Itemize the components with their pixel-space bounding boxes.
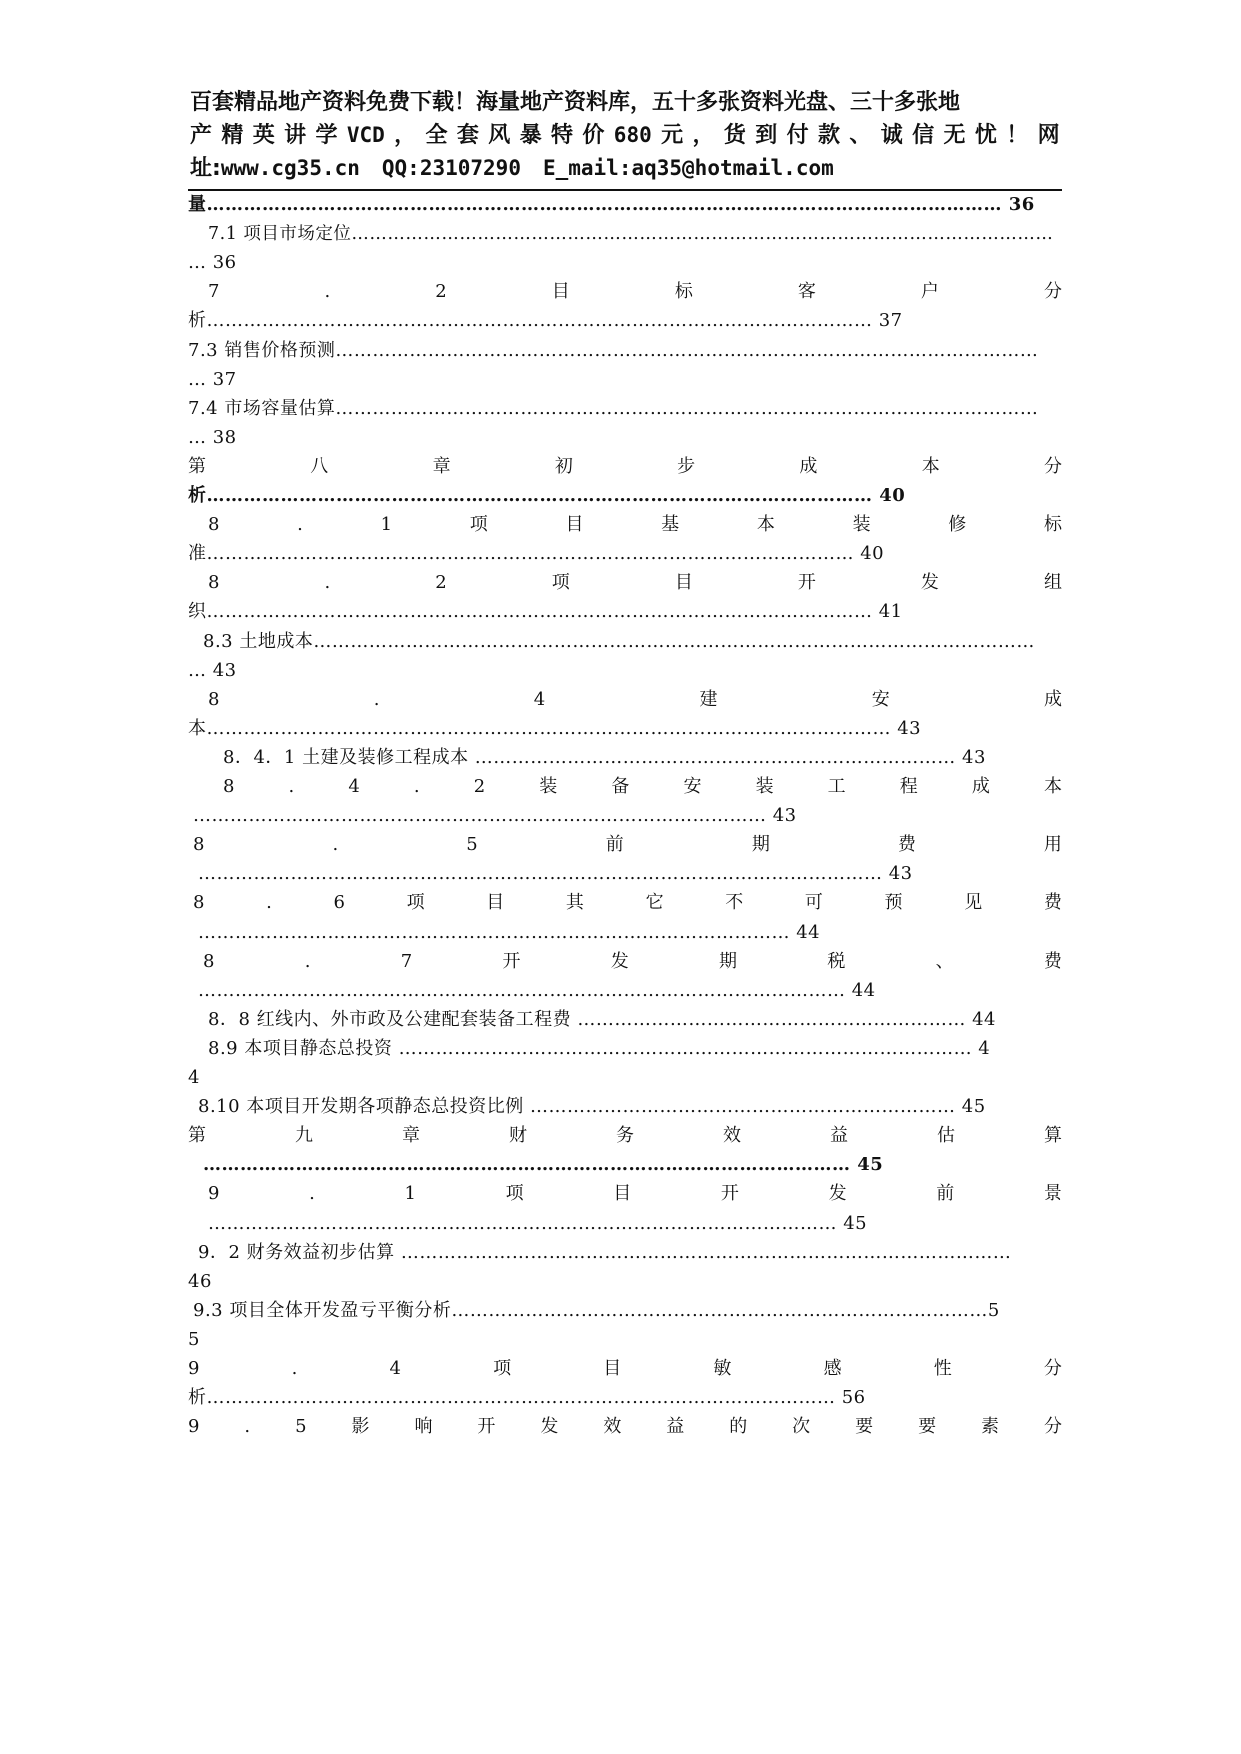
toc-heading-char: 工 [827,776,846,797]
toc-entry-text: ………………………………………………………………………………………… 45 [208,1212,868,1234]
header-line-3 [190,152,1060,185]
toc-heading-line [188,947,1062,977]
toc-heading-char: 目 [565,514,584,536]
toc-heading-line [188,888,1062,918]
toc-heading-char: 效 [603,1416,622,1438]
toc-heading-char: 发 [920,572,939,594]
toc-heading-char: 装 [755,776,774,797]
toc-entry-line [188,976,1062,1006]
toc-heading-char: 初 [554,455,573,477]
toc-entry-text: ………………………………………………………………………………… 43 [193,805,797,827]
toc-heading-char: 性 [933,1358,952,1379]
toc-entry-text: ………………………………………………………………………………………………… 43 [198,863,913,885]
toc-heading-char: 效 [723,1125,741,1147]
toc-heading-char: 开 [502,950,521,972]
toc-heading-char: 程 [899,776,918,797]
toc-entry-text: …………………………………………………………………………………… 44 [198,921,821,943]
toc-heading-char: 目 [674,572,693,594]
toc-heading-char: 8 [208,688,220,710]
toc-heading-char: 8 [193,892,205,914]
toc-heading-char: 本 [756,514,775,536]
toc-heading-char: 成 [799,455,818,477]
toc-entry-text: 析……………………………………………………………………………………………… 37 [188,310,903,332]
header-line-2-char: 讲 [284,123,307,148]
toc-heading-char: 户 [920,281,939,303]
toc-heading-char: 1 [404,1183,416,1205]
toc-entry-line [188,190,1062,220]
header-line-2-char: 特 [551,123,574,148]
toc-heading-line [188,1412,1062,1442]
toc-heading-char: 成 [1043,688,1062,710]
toc-entry-text: … 36 [188,252,237,274]
header-line-2-char: ！ [1006,123,1029,148]
toc-heading-char: 开 [797,572,816,594]
header-line-2-char: 网 [1037,123,1060,148]
toc-heading-char: 本 [921,455,940,477]
toc-heading-char: 本 [1043,776,1062,797]
toc-entry-line [188,1209,1062,1239]
toc-heading-char: 步 [677,455,696,477]
toc-heading-char: 目 [486,892,505,914]
toc-heading-char: 8 [223,776,235,797]
toc-entry-text: 本………………………………………………………………………………………………… 43 [188,717,922,739]
toc-heading-char: 它 [645,892,664,914]
toc-entry-line [188,1034,1062,1064]
toc-heading-char: 其 [565,892,584,914]
toc-heading-char: 益 [830,1125,848,1147]
toc-heading-char: . [297,514,303,536]
header-line-2-char: 价 [582,123,605,148]
toc-heading-line [188,1354,1062,1384]
toc-heading-char: 前 [605,834,624,856]
toc-heading-char: 目 [551,281,570,303]
toc-heading-char: 8 [208,572,220,594]
toc-heading-char: 目 [603,1358,622,1379]
toc-entry-line [188,714,1062,744]
toc-entry-line [188,918,1062,948]
header-line-2-char: 元 [661,123,684,148]
toc-heading-char: . [291,1358,298,1379]
toc-entry-text: 46 [188,1270,212,1292]
toc-entry-line [188,1005,1062,1035]
toc-heading-char: 成 [971,776,990,797]
toc-entry-line [188,365,1062,395]
header-line-2-char: 全 [425,123,448,148]
toc-heading-line [188,277,1062,307]
toc-heading-char: 发 [610,950,629,972]
toc-heading-char: 响 [414,1416,433,1438]
toc-heading-char: 9 [188,1358,200,1379]
toc-entry-text: 5 [188,1328,200,1350]
toc-entry-line [188,423,1062,453]
toc-heading-line [188,830,1062,860]
toc-heading-char: 6 [333,892,345,914]
toc-heading-char: . [373,688,380,710]
toc-heading-char: 客 [797,281,816,303]
toc-heading-char: 建 [699,688,718,710]
toc-heading-char: 发 [828,1183,847,1205]
toc-heading-char: 税 [827,950,846,972]
toc-heading-char: 2 [435,281,447,303]
header-line-2-char: 付 [786,123,809,148]
toc-heading-char: 基 [661,514,680,536]
header-qq: QQ:23107290 [381,156,521,180]
toc-entry-line [188,248,1062,278]
toc-heading-char: 9 [188,1416,200,1438]
header-url-prefix: 址: [190,156,221,181]
header-email: E_mail:aq35@hotmail.com [542,156,834,180]
toc-entry-text: …………………………………………………………………………………………… 45 [203,1154,884,1176]
header-line-2-char: 诚 [880,123,903,148]
toc-heading-char: 影 [351,1416,370,1438]
toc-heading-char: 章 [432,455,451,477]
header-line-2-char: 套 [456,123,479,148]
toc-entry-text: …………………………………………………………………………………………… 44 [198,979,876,1001]
toc-heading-char: 感 [823,1358,842,1379]
toc-entry-text: … 43 [188,659,237,681]
toc-heading-char: 第 [188,455,206,477]
toc-heading-char: 次 [792,1416,811,1438]
page-header [190,86,1060,185]
toc-entry-text: … 38 [188,426,237,448]
toc-heading-char: 前 [936,1183,955,1205]
toc-heading-char: 项 [406,892,425,914]
toc-entry-text: 准…………………………………………………………………………………………… 40 [188,543,885,565]
toc-heading-char: 期 [719,950,738,972]
toc-entry-text: 7.1 项目市场定位……………………………………………………………………………………………………… [208,224,1054,245]
toc-entry-line [188,656,1062,686]
toc-entry-text: 8.9 本项目静态总投资 ………………………………………………………………………………… 4 [208,1037,991,1059]
toc-heading-char: 务 [616,1125,634,1147]
header-line-2-char: 680 [613,123,652,147]
toc-entry-text: 4 [188,1067,200,1088]
toc-heading-char: 5 [295,1416,307,1438]
toc-heading-char: 安 [683,776,702,797]
toc-heading-char: 7 [400,950,413,972]
toc-heading-char: 、 [935,950,954,972]
header-line-2-char: VCD [346,123,385,147]
toc-heading-char: 益 [666,1416,685,1438]
toc-heading-char: 素 [981,1416,1000,1438]
toc-heading-char: 发 [540,1416,559,1438]
header-line-2-char: 风 [488,123,511,148]
toc-entry-text: 8.10 本项目开发期各项静态总投资比例 …………………………………………………………… 45 [198,1096,986,1118]
toc-heading-char: 9 [208,1183,220,1205]
toc-heading-char: 修 [948,514,967,536]
toc-entry-text: … 37 [188,368,237,390]
header-line-2-char: 精 [221,123,244,148]
header-line-2 [190,119,1060,152]
toc-entry-text: 7.4 市场容量估算…………………………………………………………………………………………………… [188,397,1039,419]
toc-heading-char: 预 [884,892,903,914]
toc-heading-char: . [266,892,272,914]
toc-heading-char: 敏 [713,1358,732,1379]
toc-entry-line [188,336,1062,366]
header-line-2-char: 暴 [519,123,542,148]
toc-heading-char: 景 [1043,1183,1062,1205]
toc-heading-line [188,685,1062,715]
toc-entry-line [188,1150,1062,1180]
toc-heading-char: 开 [477,1416,496,1438]
toc-heading-char: . [244,1416,251,1438]
toc-heading-char: 费 [1043,892,1062,914]
toc-entry-line [188,743,1062,773]
toc-heading-char: 装 [852,514,871,536]
toc-heading-char: 装 [539,776,558,797]
header-line-2-char: 货 [723,123,746,148]
toc-heading-char: 费 [897,834,916,856]
toc-heading-char: 4 [533,688,546,710]
toc-heading-char: 备 [611,776,630,797]
toc-heading-line [188,772,1062,802]
header-line-1-text: 百套精品地产资料免费下载！海量地产资料库，五十多张资料光盘、三十多张地 [190,90,961,115]
toc-entry-text: 析………………………………………………………………………………………… 56 [188,1387,866,1409]
toc-heading-line [188,568,1062,598]
toc-entry-line [188,219,1062,249]
toc-entry-text: 9．2 财务效益初步估算 ……………………………………………………………………………………… [198,1241,1012,1263]
header-line-1 [190,86,1060,119]
toc-entry-line [188,627,1062,657]
toc-heading-char: 费 [1043,950,1062,972]
toc-entry-text: 8．8 红线内、外市政及公建配套装备工程费 ……………………………………………………… 44 [208,1008,996,1030]
toc-heading-char: 九 [295,1125,313,1147]
toc-heading-line [188,452,1062,482]
toc-entry-line [188,394,1062,424]
toc-entry-text: 7.3 销售价格预测…………………………………………………………………………………………………… [188,339,1039,361]
toc-heading-char: 项 [493,1358,512,1379]
toc-heading-char: 八 [310,455,329,477]
toc-heading-char: . [309,1183,315,1205]
toc-heading-char: 2 [473,776,486,797]
toc-heading-char: 算 [1044,1125,1062,1147]
toc-entry-line [188,1238,1062,1268]
header-line-2-char: 忧 [974,123,997,148]
toc-heading-char: 8 [208,514,220,536]
toc-heading-line [188,510,1062,540]
toc-entry-line [188,306,1062,336]
toc-heading-char: 8 [193,834,205,856]
toc-heading-char: 4 [389,1358,401,1379]
header-line-2-char: ， [692,123,715,148]
toc-entry-line [188,1092,1062,1122]
toc-heading-char: 开 [720,1183,739,1205]
toc-heading-char: . [324,572,331,594]
toc-heading-char: 分 [1043,1416,1062,1438]
toc-heading-char: 第 [188,1125,206,1147]
toc-entry-text: 8．4．1 土建及装修工程成本 …………………………………………………………………… 43 [223,746,986,768]
toc-heading-char: 分 [1043,455,1062,477]
toc-heading-char: . [304,950,311,972]
toc-entry-line [188,539,1062,569]
toc-entry-line [188,801,1062,831]
toc-heading-char: 7 [208,281,220,303]
toc-heading-char: 1 [380,514,393,536]
toc-heading-char: 组 [1043,572,1062,594]
toc-heading-char: 安 [871,688,890,710]
toc-entry-text: 织……………………………………………………………………………………………… 41 [188,601,903,623]
toc-heading-char: 5 [466,834,478,856]
toc-entry-line [188,859,1062,889]
toc-entry-line [188,597,1062,627]
toc-heading-char: 分 [1043,281,1062,303]
toc-entry-line [188,1325,1062,1355]
toc-entry-line [188,1383,1062,1413]
toc-heading-char: 项 [505,1183,524,1205]
toc-heading-char: 不 [725,892,744,914]
header-line-2-char: 无 [943,123,966,148]
header-line-2-char: 信 [912,123,935,148]
toc-heading-char: 标 [1043,514,1062,536]
toc-entry-line [188,1063,1062,1093]
toc-heading-char: 项 [469,514,488,536]
header-line-2-char: 英 [252,123,275,148]
toc-heading-char: 期 [751,834,770,856]
toc-entry-text: 9.3 项目全体开发盈亏平衡分析……………………………………………………………………………5 [193,1299,1000,1321]
toc-heading-char: 要 [918,1416,937,1438]
toc-heading-char: . [332,834,339,856]
header-line-2-char: 到 [755,123,778,148]
toc-heading-char: . [288,776,295,797]
toc-heading-char: . [324,281,331,303]
toc-heading-char: 项 [551,572,570,594]
toc-heading-char: . [413,776,420,797]
toc-heading-char: 财 [509,1125,527,1147]
toc-heading-char: 8 [203,950,215,972]
header-line-2-char: 、 [849,123,872,148]
toc-entry-line [188,1296,1062,1326]
toc-heading-char: 4 [348,776,360,797]
toc-heading-char: 估 [937,1125,955,1147]
toc-entry-line [188,481,1062,511]
header-line-2-char: 产 [190,123,213,148]
header-website: www.cg35.cn [220,156,360,180]
toc-heading-char: 可 [804,892,823,914]
toc-heading-char: 章 [402,1125,420,1147]
toc-heading-char: 用 [1043,834,1062,856]
header-line-2-char: 款 [817,123,840,148]
toc-heading-line [188,1121,1062,1151]
toc-heading-char: 标 [674,281,693,303]
toc-heading-char: 见 [964,892,983,914]
toc-entry-text: 析……………………………………………………………………………………………… 40 [188,485,906,506]
toc-heading-char: 要 [855,1416,874,1438]
toc-heading-line [188,1179,1062,1209]
toc-heading-char: 2 [435,572,447,594]
toc-heading-char: 分 [1043,1358,1062,1379]
toc-entry-line [188,1267,1062,1297]
toc-entry-text: 量………………………………………………………………………………………………………………… 36 [188,194,1035,215]
header-line-2-char: 学 [315,123,338,148]
toc-entry-text: 8.3 土地成本……………………………………………………………………………………………………… [203,630,1035,652]
header-line-2-char: ， [394,123,417,148]
toc-heading-char: 目 [613,1183,632,1205]
toc-heading-char: 的 [729,1416,748,1438]
